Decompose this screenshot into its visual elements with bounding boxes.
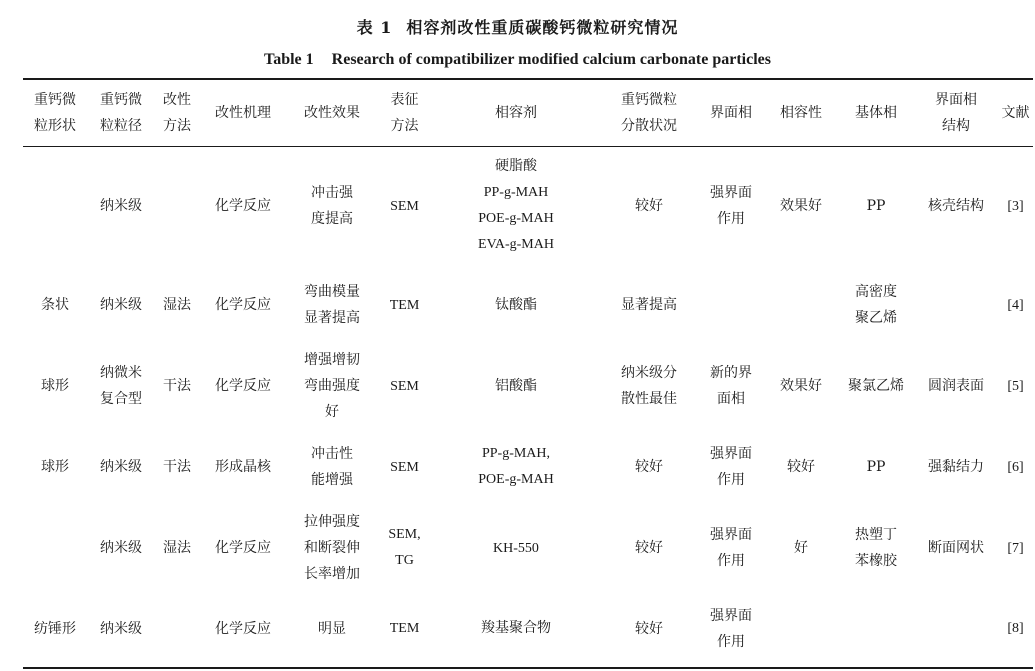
cell-shape [23, 146, 87, 266]
cell-ref [998, 428, 1033, 506]
cell-line: 较好 [635, 540, 663, 556]
cell-line: 核壳结构 [928, 198, 984, 215]
cell-line: 强界面 [710, 607, 752, 624]
cell-line: POE-g-MAH [478, 472, 554, 487]
cell-compatibilizer [432, 590, 600, 668]
table-row [23, 266, 1033, 344]
cell-ref [998, 344, 1033, 428]
cell-line: 较好 [787, 459, 815, 475]
header-line: 粒形状 [34, 117, 76, 134]
cell-effect [287, 506, 377, 590]
cell-interface [698, 428, 764, 506]
cell-line: SEM [390, 459, 419, 475]
cell-shape [23, 506, 87, 590]
cell-size [87, 590, 155, 668]
cell-line: PP-g-MAH [483, 185, 549, 201]
cell-ref [998, 146, 1033, 266]
header-line: 基体相 [855, 104, 897, 121]
reference-link[interactable]: [4] [1007, 297, 1024, 313]
cell-line: 苯橡胶 [855, 553, 897, 569]
cell-line: 弯曲强度 [304, 378, 360, 394]
cell-compatibilizer [432, 344, 600, 428]
cell-compatibility [764, 428, 838, 506]
cell-line: 明显 [318, 620, 346, 637]
cell-structure [914, 428, 998, 506]
cell-line: 铝酸酯 [495, 378, 537, 394]
cell-line: SEM [390, 198, 419, 214]
cell-matrix [838, 506, 914, 590]
cell-line: 干法 [163, 459, 191, 475]
cell-line: 较好 [635, 620, 663, 637]
header-line: 相容性 [780, 104, 822, 121]
header-matrix [838, 79, 914, 146]
header-line: 改性机理 [215, 104, 271, 121]
cell-effect [287, 266, 377, 344]
cell-line: 显著提高 [621, 297, 677, 313]
cell-size [87, 344, 155, 428]
header-line: 界面相 [935, 91, 977, 108]
header-line: 方法 [163, 117, 191, 134]
cell-line: 条状 [41, 297, 69, 313]
cell-line: 度提高 [311, 211, 353, 228]
cell-line: EVA-g-MAH [478, 237, 554, 253]
cell-line: TG [395, 553, 414, 568]
cell-line: 纳米级 [100, 540, 142, 556]
cell-ref [998, 506, 1033, 590]
cell-line: 纳米级 [100, 459, 142, 475]
cell-line: 强界面 [710, 185, 752, 202]
cell-compatibility [764, 506, 838, 590]
cell-line: 纺锤形 [34, 620, 76, 637]
cell-dispersion [600, 590, 698, 668]
table-title-cn [0, 15, 1035, 38]
cell-line: KH-550 [493, 540, 539, 556]
cell-size [87, 146, 155, 266]
header-compatibilizer [432, 79, 600, 146]
cell-size [87, 266, 155, 344]
cell-line: 强界面 [710, 446, 752, 462]
header-method [155, 79, 199, 146]
cell-mechanism [199, 266, 287, 344]
cell-shape [23, 344, 87, 428]
cell-dispersion [600, 506, 698, 590]
cell-compatibility [764, 266, 838, 344]
header-dispersion [600, 79, 698, 146]
cell-structure [914, 344, 998, 428]
table-caption-cn: 相容剂改性重质碳酸钙微粒研究情况 [406, 18, 679, 37]
table-row [23, 506, 1033, 590]
cell-line: TEM [389, 621, 420, 636]
cell-size [87, 428, 155, 506]
header-line: 结构 [942, 117, 970, 134]
cell-line: 形成晶核 [215, 459, 271, 475]
cell-line: SEM [390, 378, 419, 394]
cell-compatibility [764, 146, 838, 266]
cell-ref [998, 266, 1033, 344]
cell-line: 强黏结力 [928, 459, 984, 475]
header-size [87, 79, 155, 146]
table-title-en [0, 51, 1035, 69]
cell-line: 湿法 [163, 540, 191, 556]
header-line: 表征 [390, 91, 419, 108]
cell-line: 热塑丁 [855, 527, 897, 543]
header-line: 文献 [1001, 104, 1030, 121]
cell-line: 化学反应 [215, 378, 271, 394]
cell-line: 面相 [717, 391, 745, 407]
cell-shape [23, 428, 87, 506]
cell-line: 纳米级 [100, 297, 142, 313]
table-body [23, 146, 1033, 668]
cell-line: 聚氯乙烯 [848, 378, 904, 394]
header-line: 重钙微 [34, 91, 76, 108]
cell-compatibilizer [432, 506, 600, 590]
header-line: 重钙微粒 [621, 91, 677, 108]
header-line: 改性效果 [304, 104, 360, 121]
cell-compatibilizer [432, 266, 600, 344]
cell-line: 纳米级 [100, 198, 142, 215]
cell-line: 和断裂伸 [304, 540, 360, 556]
cell-line: 钛酸酯 [495, 297, 537, 313]
cell-line: TEM [389, 297, 420, 313]
cell-line: 硬脂酸 [495, 159, 537, 175]
cell-method [155, 590, 199, 668]
header-line: 粒粒径 [100, 117, 142, 134]
header-line: 相容剂 [495, 104, 537, 121]
header-interface [698, 79, 764, 146]
table-caption-en: Research of compatibilizer modified calcium carbonate particles [331, 51, 771, 68]
header-line: 改性 [163, 91, 191, 108]
research-table [23, 78, 1033, 669]
header-structure [914, 79, 998, 146]
header-line: 界面相 [710, 104, 752, 121]
cell-line: SEM, [388, 527, 421, 542]
cell-structure [914, 590, 998, 668]
cell-line: 散性最佳 [621, 391, 677, 407]
reference-link[interactable]: [3] [1007, 198, 1024, 214]
cell-line: PP [866, 198, 886, 215]
cell-method [155, 344, 199, 428]
cell-characterization [377, 590, 432, 668]
header-line: 重钙微 [100, 91, 142, 108]
cell-effect [287, 344, 377, 428]
cell-line: 好 [325, 404, 339, 420]
cell-compatibilizer [432, 146, 600, 266]
cell-line: 纳微米 [100, 365, 142, 381]
cell-matrix [838, 266, 914, 344]
cell-dispersion [600, 344, 698, 428]
cell-line: 球形 [41, 378, 69, 394]
cell-line: 高密度 [855, 284, 897, 300]
cell-mechanism [199, 146, 287, 266]
cell-line: 化学反应 [215, 620, 271, 637]
table-row [23, 344, 1033, 428]
cell-line: 断面网状 [928, 540, 984, 556]
cell-characterization [377, 266, 432, 344]
cell-line: 较好 [635, 459, 663, 475]
cell-method [155, 506, 199, 590]
cell-compatibilizer [432, 428, 600, 506]
cell-line: 冲击强 [311, 185, 353, 202]
cell-shape [23, 266, 87, 344]
table-row [23, 428, 1033, 506]
cell-mechanism [199, 590, 287, 668]
cell-characterization [377, 146, 432, 266]
cell-line: 聚乙烯 [855, 310, 897, 326]
cell-line: 化学反应 [215, 540, 271, 556]
cell-mechanism [199, 428, 287, 506]
cell-interface [698, 146, 764, 266]
reference-link[interactable]: [7] [1007, 540, 1024, 556]
cell-matrix [838, 428, 914, 506]
cell-line: 强界面 [710, 527, 752, 543]
cell-line: 干法 [163, 378, 191, 394]
cell-characterization [377, 428, 432, 506]
cell-line: POE-g-MAH [478, 211, 554, 227]
reference-link[interactable]: [5] [1007, 378, 1024, 394]
cell-line: 作用 [717, 633, 745, 650]
header-row [23, 79, 1033, 146]
table-row [23, 146, 1033, 266]
cell-line: 效果好 [780, 198, 822, 215]
cell-interface [698, 266, 764, 344]
cell-dispersion [600, 266, 698, 344]
cell-line: 好 [794, 540, 808, 556]
cell-line: 能增强 [311, 472, 353, 488]
cell-shape [23, 590, 87, 668]
header-characterization [377, 79, 432, 146]
cell-effect [287, 146, 377, 266]
cell-line: 作用 [717, 553, 745, 569]
table-number-cn: 表 1 [356, 18, 393, 37]
cell-line: 作用 [717, 472, 745, 488]
cell-line: 羧基聚合物 [481, 621, 551, 636]
cell-characterization [377, 344, 432, 428]
cell-structure [914, 506, 998, 590]
cell-line: 拉伸强度 [304, 514, 360, 530]
cell-mechanism [199, 344, 287, 428]
cell-line: 较好 [635, 198, 663, 215]
cell-effect [287, 590, 377, 668]
cell-compatibility [764, 590, 838, 668]
table-row [23, 590, 1033, 668]
cell-line: 复合型 [100, 391, 142, 407]
cell-line: 弯曲模量 [304, 284, 360, 300]
cell-matrix [838, 146, 914, 266]
cell-interface [698, 590, 764, 668]
header-shape [23, 79, 87, 146]
cell-interface [698, 344, 764, 428]
table-number-en: Table 1 [264, 51, 314, 68]
cell-line: PP-g-MAH, [481, 446, 551, 461]
cell-matrix [838, 344, 914, 428]
cell-structure [914, 266, 998, 344]
header-effect [287, 79, 377, 146]
header-line: 方法 [390, 117, 419, 134]
cell-dispersion [600, 428, 698, 506]
cell-line: 化学反应 [215, 198, 271, 215]
cell-line: 纳米级 [100, 620, 142, 637]
cell-structure [914, 146, 998, 266]
cell-line: 效果好 [780, 378, 822, 394]
reference-link[interactable]: [8] [1007, 621, 1024, 636]
cell-method [155, 266, 199, 344]
cell-matrix [838, 590, 914, 668]
cell-method [155, 146, 199, 266]
cell-line: 化学反应 [215, 297, 271, 313]
cell-ref [998, 590, 1033, 668]
cell-interface [698, 506, 764, 590]
cell-line: PP [866, 459, 886, 475]
cell-characterization [377, 506, 432, 590]
cell-line: 球形 [41, 459, 69, 475]
cell-line: 纳米级分 [621, 365, 677, 381]
cell-mechanism [199, 506, 287, 590]
cell-effect [287, 428, 377, 506]
reference-link[interactable]: [6] [1007, 459, 1024, 475]
cell-compatibility [764, 344, 838, 428]
header-mechanism [199, 79, 287, 146]
header-ref [998, 79, 1033, 146]
cell-dispersion [600, 146, 698, 266]
cell-line: 增强增韧 [304, 352, 360, 368]
cell-line: 新的界 [710, 365, 752, 381]
header-compatibility [764, 79, 838, 146]
cell-size [87, 506, 155, 590]
cell-line: 显著提高 [304, 310, 360, 326]
cell-line: 圆润表面 [928, 378, 984, 394]
cell-line: 湿法 [163, 297, 191, 313]
cell-method [155, 428, 199, 506]
cell-line: 冲击性 [311, 446, 353, 462]
cell-line: 作用 [717, 211, 745, 228]
header-line: 分散状况 [621, 117, 677, 134]
cell-line: 长率增加 [304, 566, 360, 582]
